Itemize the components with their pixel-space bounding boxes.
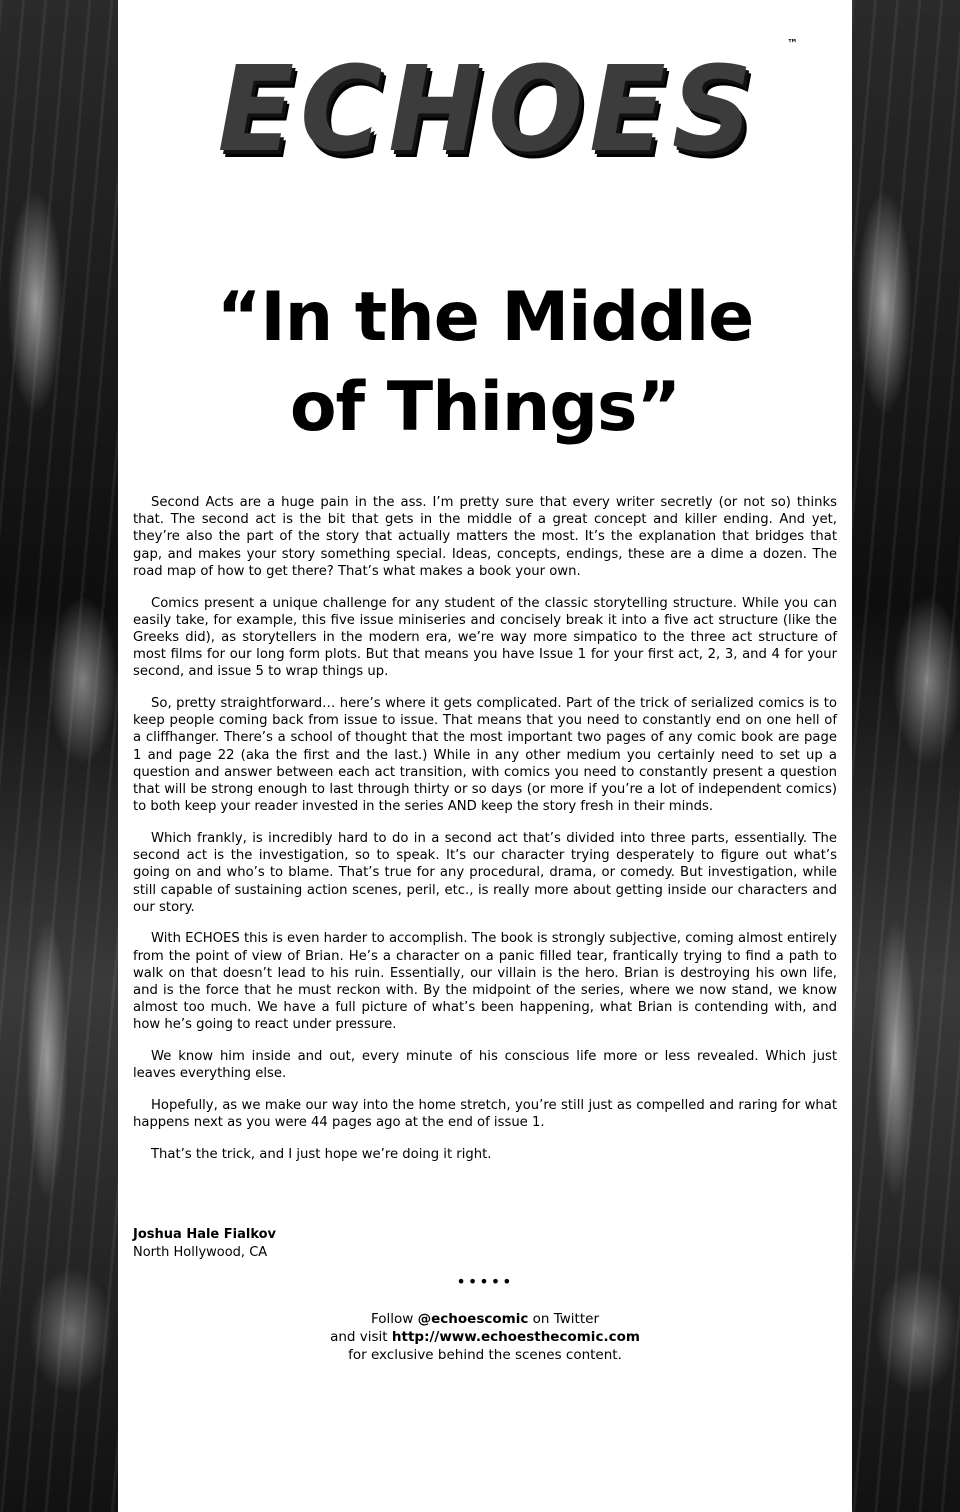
paragraph: We know him inside and out, every minute of his conscious life more or less revealed. Which just leaves everything else. [133,1049,837,1082]
paragraph: So, pretty straightforward… here’s where it gets complicated. Part of the trick of serialized comics is to keep people coming back from issue to issue. That means that you need to constantly end on one hell of a cliffhanger. There’s a school of thought that the most important two pages of any comic book are page 1 and page 22 (aka the first and the last.) While in any other medium you certainly need to set up a question and answer between each act transition, with comics you need to constantly present a question that will be strong enough to last through thirty or so days (or more if you’re a lot of independent comics) to both keep your reader invested in the series AND keep the story fresh in their minds. [133,696,837,815]
echoes-logo [168,37,808,179]
right-border-art [852,0,960,1512]
paragraph: Comics present a unique challenge for any student of the classic storytelling structure. While you can easily take, for example, this five issue miniseries and concisely break it into a five act structure (like the Greeks did), as storytellers in the modern era, we’re way more simpatico to the three act structure of most films for our long form plots. But that means you have Issue 1 for your first act, 2, 3, and 4 for your second, and issue 5 to wrap things up. [133,595,837,680]
left-border-art [0,0,118,1512]
paragraph: That’s the trick, and I just hope we’re doing it right. [151,1147,492,1162]
paragraph: Which frankly, is incredibly hard to do in a second act that’s divided into three parts, essentially. The second act is the investigation, so to speak. It’s our character trying desperately to figure out what’s going on and who’s to blame. That’s true for any procedural, drama, or comedy. But investigation, while still capable of sustaining action scenes, peril, etc., is really more about getting inside our characters and our story. [133,830,837,915]
signature-block [133,1226,276,1262]
article-title-line-2: of Things” [289,368,681,447]
twitter-handle-link[interactable]: @echoescomic [417,1311,529,1327]
website-link[interactable]: http://www.echoesthecomic.com [391,1329,640,1345]
author-name: Joshua Hale Fialkov [133,1227,277,1242]
paragraph: Second Acts are a huge pain in the ass. I’m pretty sure that every writer secretly (or not so) thinks that. The second act is the bit that gets in the middle of a great concept and killer ending. And yet, they’re also the part of the story that actually matters the most. It’s the explanation that bridges that gap, and makes your story something special. Ideas, concepts, endings, these are a dime a dozen. The road map of how to get there? That’s what makes a book your own. [133,495,837,579]
article-body [133,494,837,1178]
twitter-line: Follow @echoescomic on Twitter [370,1311,599,1327]
author-location: North Hollywood, CA [133,1245,268,1260]
article-title-line-1: “In the Middle [216,278,754,357]
paragraph: With ECHOES this is even harder to accomplish. The book is strongly subjective, coming almost entirely from the point of view of Brian. He’s a character on a panic filled tear, frantically trying to find a path to walk on that doesn’t lead to his ruin. Essentially, our villain is the hero. Brian is destroying his own life, and is the force that he must reckon with. By the midpoint of the series, where we now stand, we know almost too much. We have a full picture of what’s been happening, what Brian is contending with, and how he’s going to react under pressure. [133,931,837,1033]
logo-wordmark: ECHOES [217,41,759,179]
page-panel [118,0,852,1512]
follow-footer [118,1310,852,1364]
trademark-symbol: ™ [787,37,798,50]
closing-line: for exclusive behind the scenes content. [348,1347,622,1363]
paragraph: Hopefully, as we make our way into the home stretch, you’re still just as compelled and raring for what happens next as you were 44 pages ago at the end of issue 1. [133,1098,837,1131]
website-line: and visit http://www.echoesthecomic.com [330,1329,640,1345]
section-separator: ••••• [456,1272,514,1291]
